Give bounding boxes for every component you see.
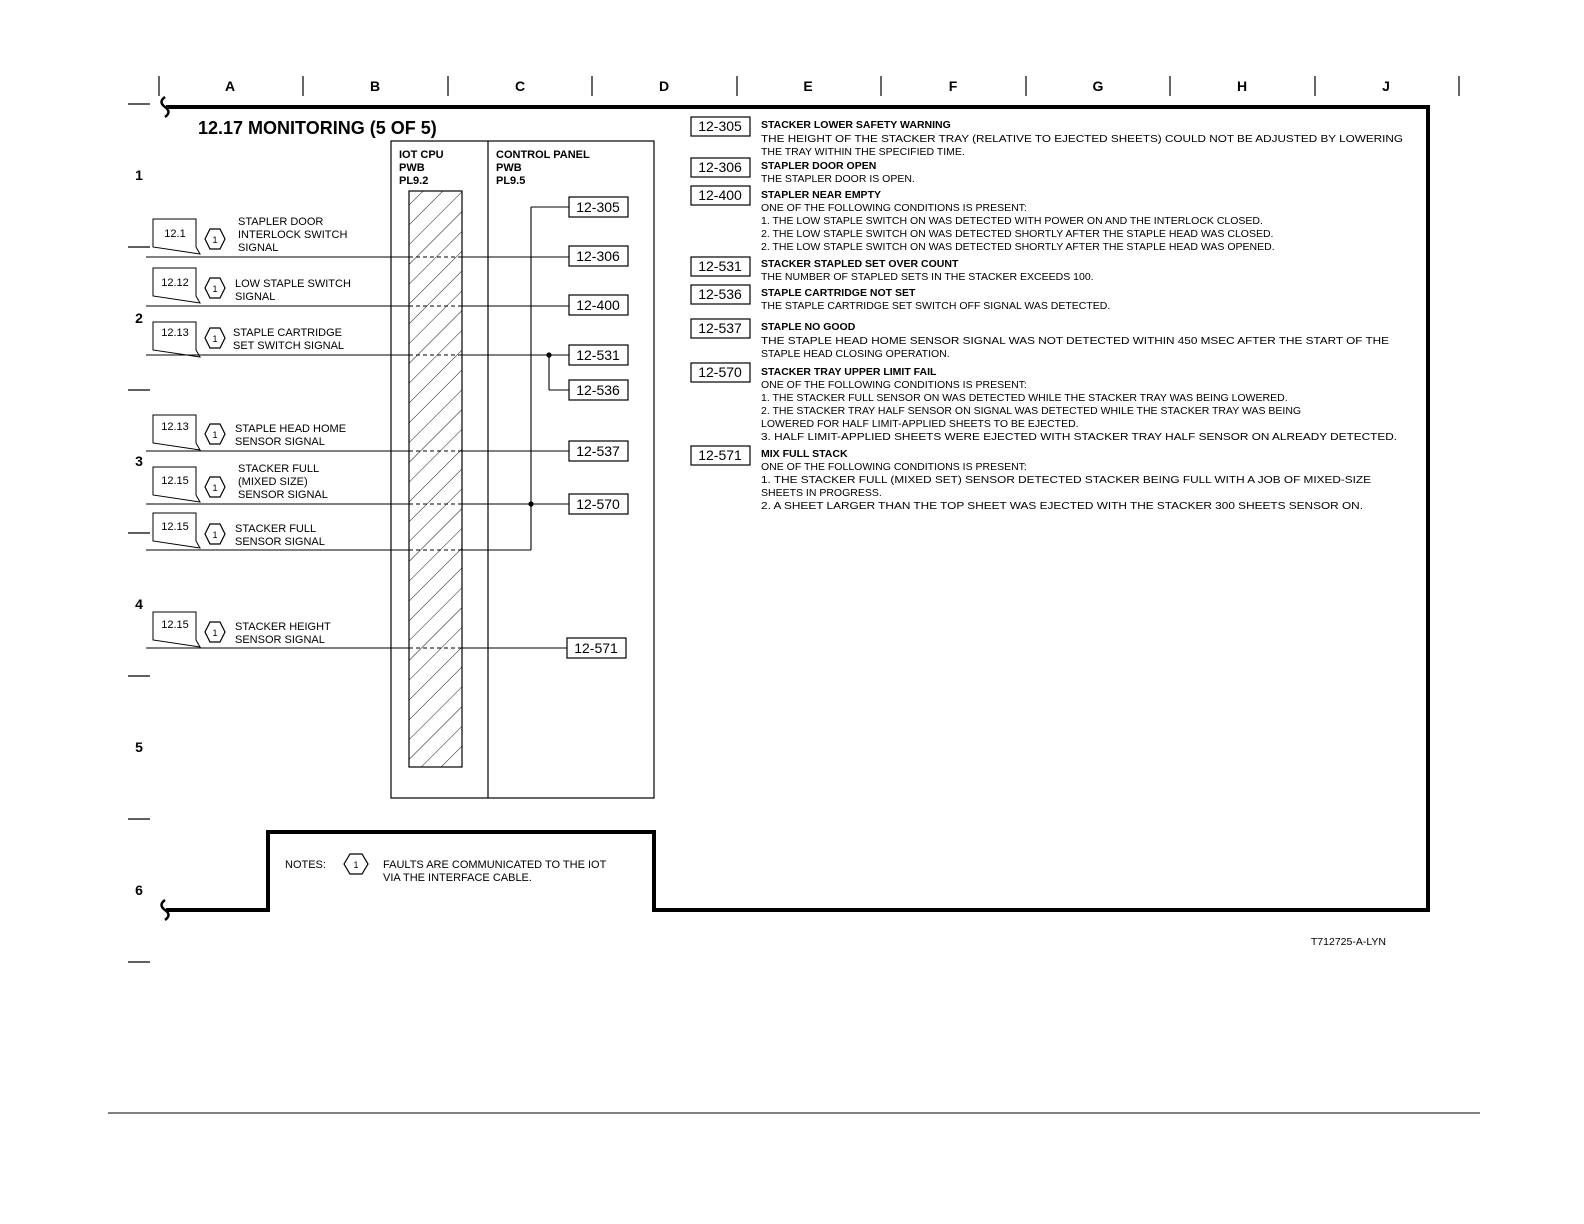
fault-text: 2. THE STACKER TRAY HALF SENSOR ON SIGNAL WAS DETECTED WHILE THE STACKER TRAY WAS BEING	[761, 405, 1302, 417]
fault-text: 2. THE LOW STAPLE SWITCH ON WAS DETECTED SHORTLY AFTER THE STAPLE HEAD WAS CLOSED.	[761, 228, 1274, 240]
fault-title: STACKER STAPLED SET OVER COUNT	[761, 258, 959, 270]
fault-code-label: 12-537	[698, 320, 742, 336]
fault-title: STAPLE NO GOOD	[761, 321, 856, 333]
fault-code-label: 12-536	[576, 382, 620, 398]
column-label: E	[803, 78, 813, 94]
signal-label: STACKER FULL	[238, 463, 320, 475]
signal-label: SIGNAL	[238, 242, 279, 254]
connector-ref: 12.13	[161, 421, 189, 433]
signal-label: SENSOR SIGNAL	[235, 536, 325, 548]
signal-label: STACKER FULL	[235, 523, 317, 535]
fault-title: MIX FULL STACK	[761, 448, 848, 460]
fault-text: 1. THE STACKER FULL (MIXED SET) SENSOR DETECTED STACKER BEING FULL WITH A JOB OF MIXED-SIZE	[761, 474, 1371, 486]
fault-code-label: 12-570	[576, 496, 620, 512]
fault-text: THE STAPLE CARTRIDGE SET SWITCH OFF SIGNAL WAS DETECTED.	[761, 300, 1111, 312]
signal-label: INTERLOCK SWITCH	[238, 229, 348, 241]
fault-text: LOWERED FOR HALF LIMIT-APPLIED SHEETS TO BE EJECTED.	[761, 418, 1079, 430]
fault-code-box	[569, 197, 628, 217]
fault-title: STACKER LOWER SAFETY WARNING	[761, 119, 951, 131]
connector-ref: 12.13	[161, 327, 189, 339]
fault-title: STACKER TRAY UPPER LIMIT FAIL	[761, 366, 937, 378]
fault-description	[691, 446, 1371, 512]
note-marker: 1	[212, 235, 218, 245]
fault-code-label: 12-571	[698, 447, 742, 463]
fault-description	[691, 158, 915, 185]
fault-code-label: 12-305	[576, 199, 620, 215]
column-label: B	[369, 78, 381, 94]
control-panel-label: PWB	[496, 162, 522, 174]
fault-code-label: 12-531	[576, 347, 620, 363]
fault-title: STAPLER DOOR OPEN	[761, 160, 877, 172]
control-panel-label: PL9.5	[496, 175, 526, 187]
signal-label: SENSOR SIGNAL	[235, 634, 325, 646]
note-marker: 1	[212, 284, 218, 294]
fault-title: STAPLER NEAR EMPTY	[761, 189, 881, 201]
fault-code-box	[569, 441, 628, 461]
connector-ref: 12.15	[161, 619, 189, 631]
fault-text: 1. THE LOW STAPLE SWITCH ON WAS DETECTED WITH POWER ON AND THE INTERLOCK CLOSED.	[761, 215, 1263, 227]
fault-code-box	[569, 295, 628, 315]
fault-text: 2. A SHEET LARGER THAN THE TOP SHEET WAS EJECTED WITH THE STACKER 300 SHEETS SENSOR ON.	[761, 500, 1363, 512]
column-label: A	[224, 78, 236, 94]
fault-text: THE STAPLER DOOR IS OPEN.	[761, 173, 915, 185]
control-panel-label: CONTROL PANEL	[496, 149, 590, 161]
fault-code-label: 12-571	[574, 640, 618, 656]
connector-ref: 12.12	[161, 277, 189, 289]
row-label: 5	[135, 739, 143, 755]
column-ruler	[159, 76, 1459, 96]
fault-text: ONE OF THE FOLLOWING CONDITIONS IS PRESENT:	[761, 461, 1027, 473]
signal-label: SET SWITCH SIGNAL	[233, 340, 345, 352]
row-ruler	[128, 104, 150, 962]
column-label: D	[658, 78, 670, 94]
iot-cpu-label: IOT CPU	[399, 149, 444, 161]
column-label: J	[1382, 78, 1390, 94]
note-marker: 1	[212, 530, 218, 540]
notes-text: FAULTS ARE COMMUNICATED TO THE IOT	[383, 859, 607, 871]
connector-ref: 12.15	[161, 475, 189, 487]
column-label: H	[1236, 78, 1248, 94]
fault-code-label: 12-400	[698, 187, 742, 203]
signal-label: LOW STAPLE SWITCH	[235, 278, 351, 290]
fault-code-box	[569, 246, 628, 266]
fault-code-label: 12-400	[576, 297, 620, 313]
drawing-id: T712725-A-LYN	[1310, 936, 1386, 948]
signal-label: SIGNAL	[235, 291, 276, 303]
signal-connector	[153, 268, 351, 303]
fault-text: ONE OF THE FOLLOWING CONDITIONS IS PRESENT:	[761, 379, 1027, 391]
fault-description	[691, 285, 1110, 312]
row-label: 4	[135, 596, 143, 612]
fault-text: THE TRAY WITHIN THE SPECIFIED TIME.	[761, 146, 965, 158]
fault-text: THE NUMBER OF STAPLED SETS IN THE STACKER EXCEEDS 100.	[761, 271, 1094, 283]
column-label: C	[514, 78, 526, 94]
fault-code-box	[569, 380, 628, 400]
signal-connector	[153, 463, 328, 502]
signal-connector	[153, 322, 344, 357]
fault-code-label: 12-570	[698, 364, 742, 380]
notes-label: NOTES:	[285, 859, 326, 871]
signal-label: SENSOR SIGNAL	[235, 436, 325, 448]
fault-code-box	[569, 494, 628, 514]
signal-label: SENSOR SIGNAL	[238, 489, 328, 501]
signal-label: STAPLE CARTRIDGE	[233, 327, 343, 339]
row-label: 3	[135, 453, 143, 469]
page-title: 12.17 MONITORING (5 OF 5)	[198, 118, 437, 138]
fault-text: 2. THE LOW STAPLE SWITCH ON WAS DETECTED SHORTLY AFTER THE STAPLE HEAD WAS OPENED.	[761, 241, 1275, 253]
signal-connector	[153, 415, 346, 450]
row-label: 1	[135, 167, 143, 183]
iot-cpu-label: PL9.2	[399, 175, 429, 187]
fault-text: STAPLE HEAD CLOSING OPERATION.	[761, 348, 950, 360]
fault-description	[691, 257, 1094, 283]
wire-junction	[528, 501, 533, 506]
notes-text: VIA THE INTERFACE CABLE.	[383, 872, 532, 884]
signal-label: STAPLER DOOR	[238, 216, 324, 228]
note-marker: 1	[353, 860, 359, 870]
fault-text: 3. HALF LIMIT-APPLIED SHEETS WERE EJECTED WITH STACKER TRAY HALF SENSOR ON ALREADY DETECTED.	[761, 431, 1397, 443]
signal-wires	[146, 207, 569, 648]
fault-text: ONE OF THE FOLLOWING CONDITIONS IS PRESENT:	[761, 202, 1027, 214]
signal-connector	[153, 216, 347, 254]
fault-text: THE STAPLE HEAD HOME SENSOR SIGNAL WAS NOT DETECTED WITHIN 450 MSEC AFTER THE START OF THE	[761, 335, 1389, 347]
iot-cpu-hatched-block	[409, 191, 462, 767]
row-label: 6	[135, 882, 143, 898]
iot-cpu-label: PWB	[399, 162, 425, 174]
note-marker: 1	[212, 334, 218, 344]
row-label: 2	[135, 310, 143, 326]
signal-label: (MIXED SIZE)	[238, 476, 308, 488]
fault-code-box	[569, 345, 628, 365]
fault-description	[691, 186, 1275, 253]
fault-code-box	[567, 638, 626, 658]
note-marker: 1	[212, 430, 218, 440]
fault-code-label: 12-537	[576, 443, 620, 459]
fault-text: 1. THE STACKER FULL SENSOR ON WAS DETECTED WHILE THE STACKER TRAY WAS BEING LOWERED.	[761, 392, 1288, 404]
fault-code-label: 12-536	[698, 286, 742, 302]
fault-description	[691, 363, 1397, 443]
fault-code-label: 12-306	[698, 159, 742, 175]
signal-label: STAPLE HEAD HOME	[235, 423, 347, 435]
notes	[285, 854, 607, 884]
column-label: G	[1092, 78, 1104, 94]
connector-ref: 12.15	[161, 521, 189, 533]
signal-connector	[153, 513, 325, 548]
note-marker: 1	[212, 483, 218, 493]
fault-text: SHEETS IN PROGRESS.	[761, 487, 882, 499]
column-label: F	[948, 78, 958, 94]
signal-label: STACKER HEIGHT	[235, 621, 331, 633]
signal-connector	[153, 612, 331, 647]
fault-title: STAPLE CARTRIDGE NOT SET	[761, 287, 916, 299]
fault-code-label: 12-305	[698, 118, 742, 134]
note-marker: 1	[212, 628, 218, 638]
fault-code-label: 12-306	[576, 248, 620, 264]
connector-ref: 12.1	[164, 228, 186, 240]
fault-description	[691, 117, 1403, 158]
wire-junction	[546, 352, 551, 357]
fault-text: THE HEIGHT OF THE STACKER TRAY (RELATIVE TO EJECTED SHEETS) COULD NOT BE ADJUSTED BY LOWERING	[761, 133, 1403, 145]
fault-description	[691, 319, 1389, 360]
fault-code-label: 12-531	[698, 258, 742, 274]
